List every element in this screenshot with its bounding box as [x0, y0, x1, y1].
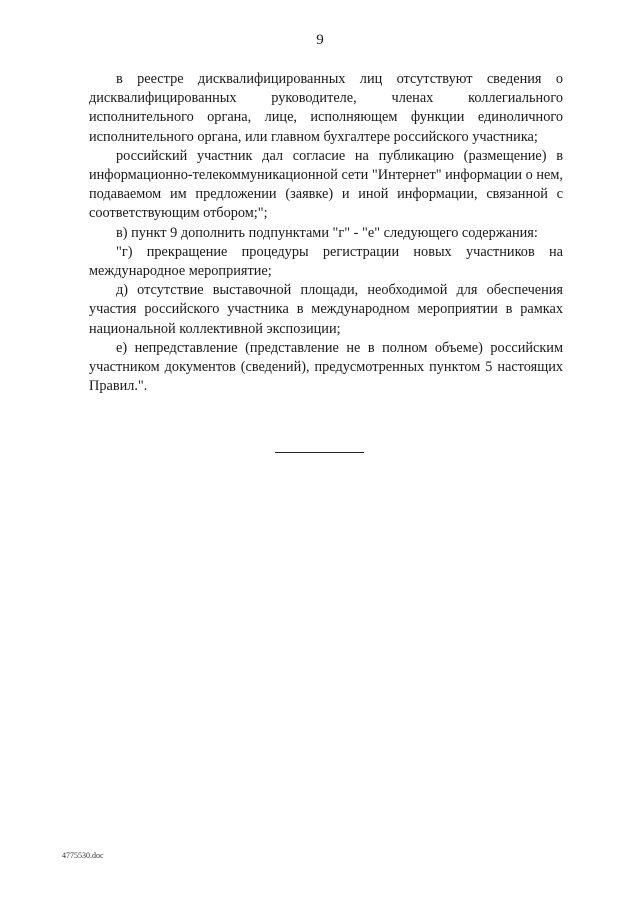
paragraph-amend-point-9: в) пункт 9 дополнить подпунктами "г" - "е" следующего содержания:	[116, 224, 538, 241]
paragraph-publication-consent: российский участник дал согласие на публикацию (размещение) в информационно-телекоммуникационной сети "Интернет" информации о нем, подаваемом им предложении (заявке) и иной информации, связанной с соответствующим отбором;";	[89, 147, 563, 222]
end-separator-line	[275, 452, 364, 453]
page-number: 9	[316, 32, 324, 48]
paragraph-subpoint-g: "г) прекращение процедуры регистрации новых участников на международное мероприятие;	[89, 243, 563, 280]
paragraph-subpoint-d: д) отсутствие выставочной площади, необходимой для обеспечения участия российского участника в международном мероприятии в рамках национальной коллективной экспозиции;	[89, 282, 563, 337]
footer-file-name: 4775530.doc	[62, 851, 104, 860]
paragraph-subpoint-e: е) непредставление (представление не в полном объеме) российским участником документов (сведений), предусмотренных пунктом 5 настоящих Правил.".	[89, 339, 563, 395]
paragraph-disqualified-registry: в реестре дисквалифицированных лиц отсутствуют сведения о дисквалифицированных руководителе, членах коллегиального исполнительного органа, лице, исполняющем функции единоличного исполнительного органа, или главном бухгалтере российского участника;	[89, 71, 563, 145]
document-body	[89, 70, 563, 396]
